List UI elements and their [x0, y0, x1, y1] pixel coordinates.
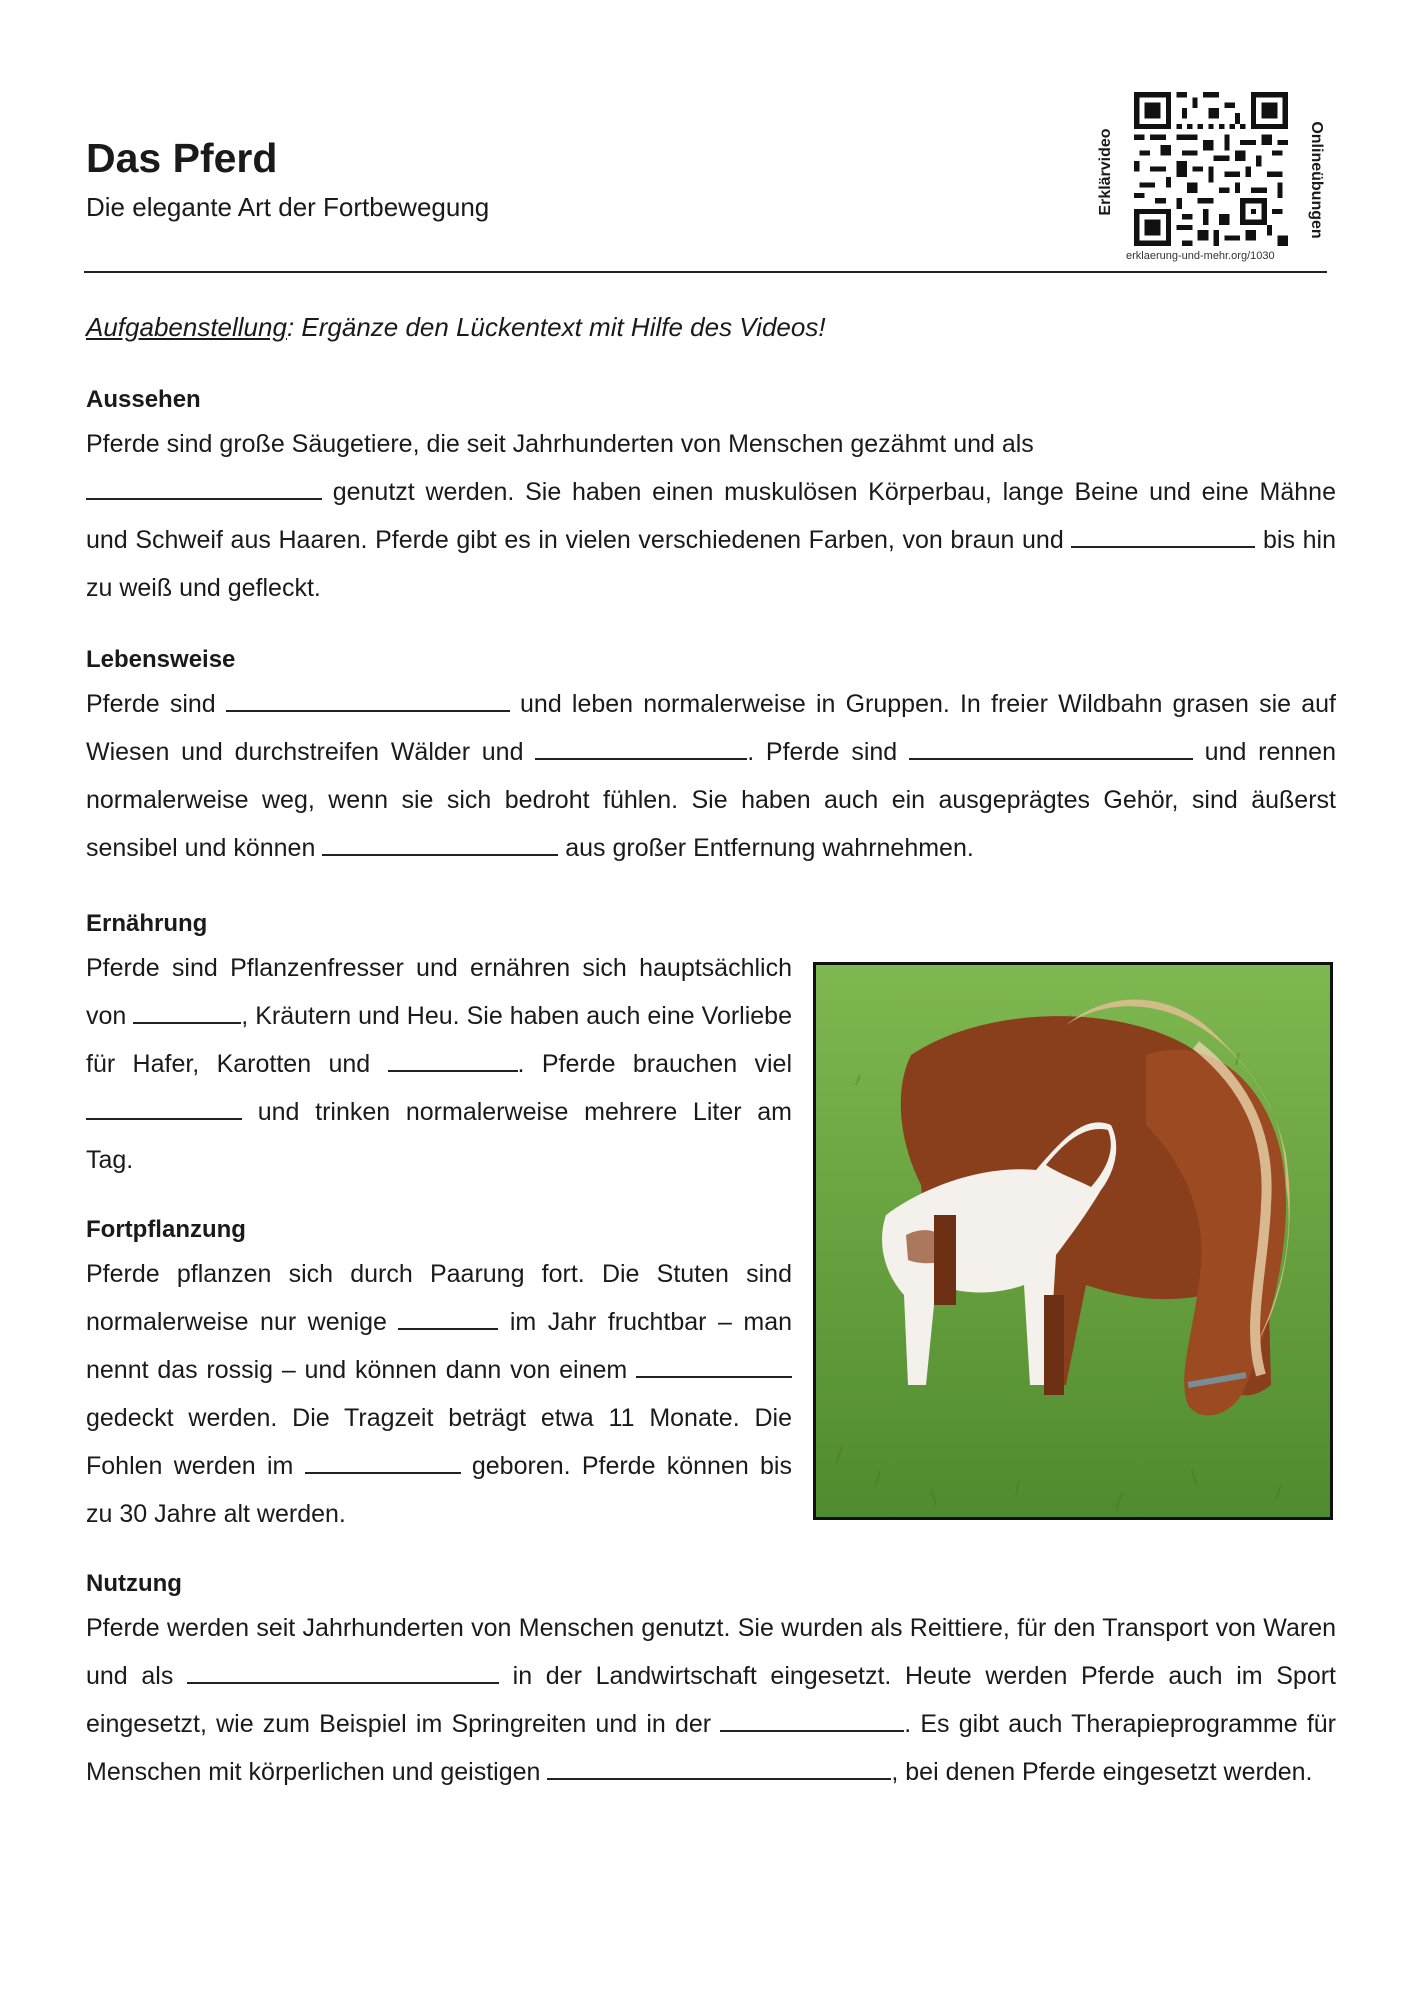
paragraph-nutzung [86, 1604, 1336, 1796]
gap-field[interactable] [305, 1448, 461, 1474]
text-segment: , bei denen Pferde eingesetzt werden. [891, 1758, 1313, 1786]
horse-photo [813, 962, 1333, 1520]
heading-lebensweise: Lebensweise [86, 646, 236, 673]
paragraph-fortpflanzung [86, 1250, 792, 1538]
gap-field[interactable] [86, 1094, 242, 1120]
gap-field[interactable] [398, 1304, 498, 1330]
paragraph-aussehen [86, 420, 1336, 612]
qr-right-label [1296, 100, 1336, 260]
gap-field[interactable] [226, 686, 510, 712]
paragraph-lebensweise [86, 680, 1336, 872]
page-title: Das Pferd [86, 135, 278, 181]
section-aussehen [86, 380, 1336, 612]
gap-field[interactable] [187, 1658, 499, 1684]
page-subtitle: Die elegante Art der Fortbewegung [86, 192, 490, 222]
horse-illustration [816, 965, 1333, 1520]
gap-field[interactable] [909, 734, 1193, 760]
text-segment: . Pferde brauchen viel [517, 1050, 792, 1078]
heading-aussehen: Aussehen [86, 386, 201, 413]
gap-field[interactable] [535, 734, 747, 760]
section-ernaehrung [86, 904, 792, 1184]
gap-field[interactable] [388, 1046, 518, 1072]
text-segment: aus großer Entfernung wahrnehmen. [558, 834, 974, 862]
header-divider [84, 271, 1327, 273]
text-segment: Pferde sind [86, 690, 226, 718]
text-segment: Pferde sind Pflanzenfresser und ernähren sich hauptsächlich von [86, 954, 792, 1030]
heading-nutzung: Nutzung [86, 1570, 182, 1597]
text-segment: Pferde pflanzen sich durch Paarung fort. Die Stuten sind normalerweise nur wenige [86, 1260, 792, 1336]
text-segment: , Kräutern und Heu. Sie haben auch eine Vorliebe für Hafer, Karotten und [86, 1002, 792, 1078]
qr-url[interactable]: erklaerung-und-mehr.org/1030 [1126, 250, 1275, 262]
text-segment: gedeckt werden. Die Tragzeit beträgt etwa 11 Monate. Die Fohlen werden im [86, 1404, 792, 1480]
gap-field[interactable] [1071, 522, 1255, 548]
text-segment: und leben normalerweise in Gruppen. In freier Wildbahn grasen sie auf Wiesen und durchstreifen Wälder und [86, 690, 1336, 766]
text-segment: Pferde sind große Säugetiere, die seit Jahrhunderten von Menschen gezähmt und als [86, 430, 1034, 458]
section-lebensweise [86, 640, 1336, 872]
gap-field[interactable] [720, 1706, 904, 1732]
qr-left-label-text: Erklärvideo [1097, 128, 1114, 216]
gap-field[interactable] [322, 830, 558, 856]
text-segment: genutzt werden. Sie haben einen muskulösen Körperbau, lange Beine und eine Mähne und Schweif aus Haaren. Pferde gibt es in vielen verschiedenen Farben, von braun und [86, 478, 1336, 554]
paragraph-ernaehrung [86, 944, 792, 1184]
task-prefix: Aufgabenstellung [86, 312, 287, 342]
text-segment: . Pferde sind [747, 738, 909, 766]
text-segment: und trinken normalerweise mehrere Liter am Tag. [86, 1098, 792, 1174]
text-segment: bis hin zu weiß und gefleckt. [86, 526, 1336, 602]
heading-ernaehrung: Ernährung [86, 910, 208, 937]
gap-field[interactable] [636, 1352, 792, 1378]
section-nutzung [86, 1564, 1336, 1796]
qr-code-icon[interactable] [1134, 92, 1288, 246]
task-instruction [86, 312, 826, 343]
text-segment: Pferde werden seit Jahrhunderten von Menschen genutzt. Sie wurden als Reittiere, für den Transport von Waren und als [86, 1614, 1336, 1690]
gap-field[interactable] [86, 474, 322, 500]
text-segment: . Es gibt auch Therapieprogramme für Menschen mit körperlichen und geistigen [86, 1710, 1336, 1786]
text-segment: geboren. Pferde können bis zu 30 Jahre alt werden. [86, 1452, 792, 1528]
qr-left-label [1086, 110, 1126, 234]
text-segment: und rennen normalerweise weg, wenn sie sich bedroht fühlen. Sie haben auch ein ausgeprägtes Gehör, sind äußerst sensibel und können [86, 738, 1336, 862]
qr-right-label-text: Onlineübungen [1308, 121, 1325, 239]
task-text: : Ergänze den Lückentext mit Hilfe des Videos! [286, 312, 826, 342]
section-fortpflanzung [86, 1210, 792, 1538]
text-segment: im Jahr fruchtbar – man nennt das rossig – und können dann von einem [86, 1308, 792, 1384]
gap-field[interactable] [547, 1754, 891, 1780]
text-segment: in der Landwirtschaft eingesetzt. Heute werden Pferde auch im Sport eingesetzt, wie zum Beispiel im Springreiten und in der [86, 1662, 1336, 1738]
heading-fortpflanzung: Fortpflanzung [86, 1216, 246, 1243]
gap-field[interactable] [133, 998, 241, 1024]
